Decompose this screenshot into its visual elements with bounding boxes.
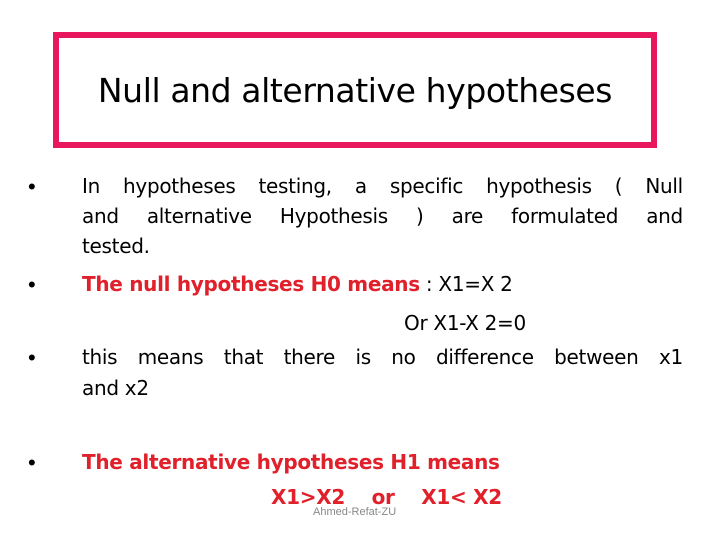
null-hypothesis-equation: : X1=X 2: [419, 272, 513, 296]
bullet-2-line-1: [82, 274, 513, 294]
slide-title: Null and alternative hypotheses: [97, 70, 613, 110]
bullet-dot: •: [28, 345, 36, 370]
word: hypotheses: [123, 174, 236, 198]
word: In: [82, 174, 100, 198]
alternative-hypothesis-label: The alternative hypotheses H1 means: [82, 450, 500, 474]
word: (: [614, 174, 623, 198]
word: there: [283, 345, 336, 369]
bullet-dot: •: [28, 450, 36, 475]
bullet-1-line-2: [82, 206, 683, 226]
bullet-3-line-2: and x2: [82, 376, 149, 400]
word: no: [391, 345, 416, 369]
word: hypothesis: [486, 174, 592, 198]
null-hypothesis-label: The null hypotheses H0 means: [82, 272, 420, 296]
word: Hypothesis: [279, 204, 388, 228]
author-credit: Ahmed-Refat-ZU: [313, 506, 397, 518]
word: this: [82, 345, 118, 369]
word: formulated: [511, 204, 619, 228]
word: difference: [436, 345, 534, 369]
word: a: [354, 174, 367, 198]
word: and: [82, 204, 119, 228]
bullet-dot: •: [28, 272, 36, 297]
bullet-1-line-1: [82, 176, 683, 196]
word: means: [137, 345, 204, 369]
word: and: [646, 204, 683, 228]
alternative-hypothesis-equation: X1>X2 or X1< X2: [271, 485, 502, 509]
bullet-dot: •: [28, 174, 36, 199]
bullet-2-line-2: Or X1-X 2=0: [404, 311, 526, 335]
word: between: [554, 345, 639, 369]
bullet-1-line-3: tested.: [82, 234, 150, 258]
word: specific: [389, 174, 464, 198]
bullet-3-line-1: [82, 347, 683, 367]
word: alternative: [146, 204, 252, 228]
word: that: [223, 345, 264, 369]
word: are: [451, 204, 484, 228]
word: x1: [658, 345, 683, 369]
word: ): [416, 204, 424, 228]
word: Null: [645, 174, 683, 198]
word: is: [355, 345, 371, 369]
word: testing,: [258, 174, 332, 198]
